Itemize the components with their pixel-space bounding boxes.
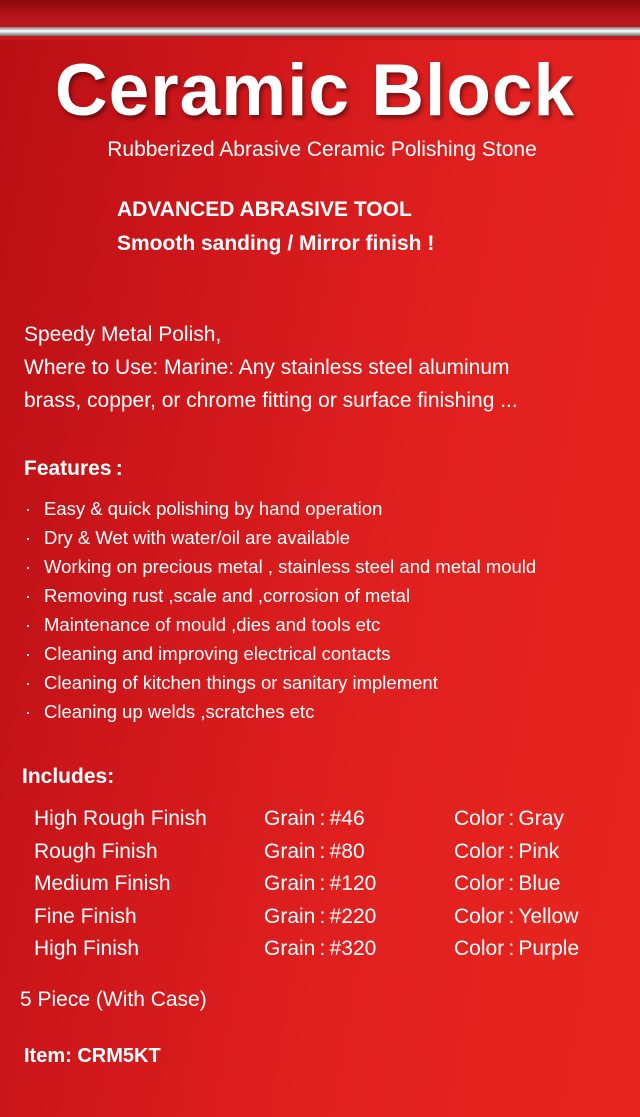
finish-name: High Rough Finish [34, 807, 207, 830]
feature-item [22, 668, 536, 697]
bullet-icon: · [25, 498, 32, 519]
color-value: Color : Purple [454, 937, 580, 961]
includes-row [34, 901, 624, 934]
grain-value: Grain : #220 [264, 904, 377, 928]
tagline-line-1: ADVANCED ABRASIVE TOOL [117, 198, 412, 221]
bullet-icon: · [25, 585, 32, 606]
color-value: Color : Pink [454, 839, 560, 863]
tagline-block [117, 193, 434, 261]
feature-item [22, 581, 536, 610]
finish-name: Rough Finish [34, 839, 158, 863]
top-banner [0, 0, 640, 40]
bullet-icon: · [25, 643, 32, 664]
grain-value: Grain : #80 [264, 839, 365, 863]
grain-value: Grain : #320 [264, 937, 377, 961]
bullet-icon: · [25, 672, 32, 693]
color-value: Color : Gray [454, 807, 564, 830]
feature-item [22, 552, 536, 581]
feature-text: Cleaning of kitchen things or sanitary implement [44, 672, 438, 693]
color-value: Color : Yellow [454, 904, 579, 928]
bullet-icon: · [25, 701, 32, 722]
feature-text: Dry & Wet with water/oil are available [44, 527, 351, 548]
feature-text: Cleaning and improving electrical contacts [44, 643, 391, 664]
feature-text: Removing rust ,scale and ,corrosion of metal [44, 585, 411, 606]
includes-row [34, 933, 624, 966]
feature-item [22, 697, 536, 726]
feature-text: Cleaning up welds ,scratches etc [44, 701, 315, 722]
tagline-line-2: Smooth sanding / Mirror finish ! [117, 232, 435, 255]
includes-heading: Includes: [22, 765, 115, 788]
includes-row [34, 868, 624, 901]
feature-item [22, 610, 536, 639]
product-subtitle: Rubberized Abrasive Ceramic Polishing Stone [107, 138, 537, 161]
includes-table [34, 803, 624, 966]
intro-line-2: Where to Use: Marine: Any stainless steel aluminum [24, 356, 510, 379]
feature-text: Maintenance of mould ,dies and tools etc [44, 614, 381, 635]
intro-line-1: Speedy Metal Polish, [24, 323, 222, 346]
includes-row [34, 803, 624, 836]
feature-item [22, 494, 536, 523]
features-heading: Features : [24, 457, 123, 480]
grain-value: Grain : #120 [264, 872, 377, 896]
intro-paragraph [24, 318, 518, 417]
finish-name: Medium Finish [34, 872, 171, 896]
bullet-icon: · [25, 527, 32, 548]
bullet-icon: · [25, 556, 32, 577]
color-value: Color : Blue [454, 872, 561, 896]
features-list [22, 494, 536, 726]
feature-text: Working on precious metal , stainless steel and metal mould [44, 556, 537, 577]
product-title: Ceramic Block [54, 50, 576, 131]
grain-value: Grain : #46 [264, 807, 365, 830]
feature-text: Easy & quick polishing by hand operation [44, 498, 383, 519]
finish-name: Fine Finish [34, 904, 137, 928]
item-code: Item: CRM5KT [24, 1045, 161, 1067]
finish-name: High Finish [34, 937, 140, 961]
intro-line-3: brass, copper, or chrome fitting or surface finishing ... [24, 389, 518, 412]
chrome-rail [0, 27, 640, 36]
package-contents: 5 Piece (With Case) [20, 988, 207, 1011]
bullet-icon: · [25, 614, 32, 635]
feature-item [22, 523, 536, 552]
includes-row [34, 836, 624, 869]
feature-item [22, 639, 536, 668]
